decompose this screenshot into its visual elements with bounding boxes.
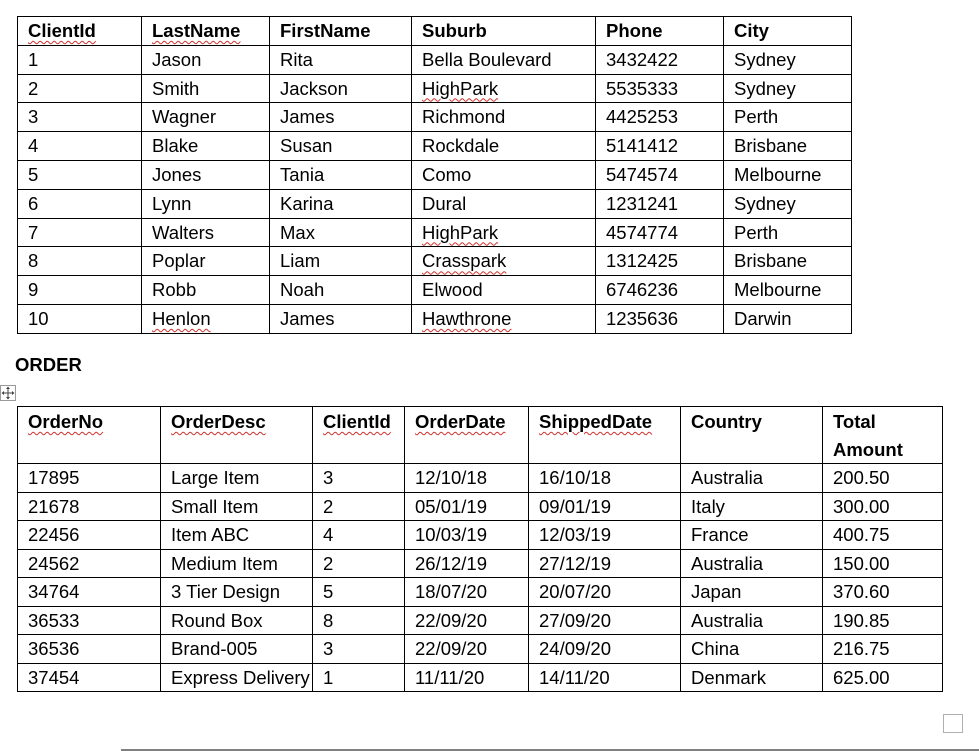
table-cell[interactable]: Noah [270, 276, 412, 305]
table-cell[interactable]: 1231241 [596, 189, 724, 218]
table-cell[interactable]: 1235636 [596, 304, 724, 333]
table-cell[interactable]: Denmark [681, 663, 823, 692]
table-cell[interactable]: Poplar [142, 247, 270, 276]
table-cell[interactable] [412, 247, 596, 276]
table-cell[interactable]: Bella Boulevard [412, 45, 596, 74]
order-header-orderdate[interactable] [405, 407, 529, 464]
table-cell[interactable]: 4574774 [596, 218, 724, 247]
table-cell[interactable]: Susan [270, 132, 412, 161]
table-cell[interactable]: Jackson [270, 74, 412, 103]
table-cell[interactable]: Robb [142, 276, 270, 305]
client-header-row [18, 17, 852, 46]
table-cell[interactable]: 18/07/20 [405, 578, 529, 607]
square-resize-icon[interactable] [943, 714, 963, 733]
table-cell[interactable]: 22/09/20 [405, 606, 529, 635]
table-cell[interactable]: Small Item [161, 492, 313, 521]
table-cell[interactable]: 150.00 [823, 549, 943, 578]
table-cell[interactable]: Sydney [724, 45, 852, 74]
table-row [18, 492, 943, 521]
table-cell[interactable]: Express Delivery [161, 663, 313, 692]
table-cell[interactable]: 400.75 [823, 521, 943, 550]
header-text: ClientId [323, 411, 391, 432]
table-cell[interactable]: Brisbane [724, 247, 852, 276]
table-cell[interactable]: 17895 [18, 464, 161, 493]
table-cell[interactable]: 5535333 [596, 74, 724, 103]
client-header-phone[interactable]: Phone [596, 17, 724, 46]
table-cell[interactable]: 2 [313, 549, 405, 578]
table-cell[interactable]: Sydney [724, 74, 852, 103]
table-cell[interactable]: 1312425 [596, 247, 724, 276]
header-text: OrderDate [415, 411, 506, 432]
table-cell[interactable]: 300.00 [823, 492, 943, 521]
table-cell[interactable]: 3 [313, 635, 405, 664]
table-cell[interactable]: 1 [313, 663, 405, 692]
table-cell[interactable]: 200.50 [823, 464, 943, 493]
cell-text: Henlon [152, 307, 211, 329]
table-cell[interactable] [412, 74, 596, 103]
table-cell[interactable]: 2 [313, 492, 405, 521]
table-cell[interactable]: Max [270, 218, 412, 247]
table-cell[interactable]: 10 [18, 304, 142, 333]
table-cell[interactable]: 1 [18, 45, 142, 74]
table-cell[interactable]: Tania [270, 160, 412, 189]
order-header-orderno[interactable] [18, 407, 161, 464]
order-heading: ORDER [15, 354, 82, 375]
client-header-city[interactable]: City [724, 17, 852, 46]
table-cell[interactable]: 8 [18, 247, 142, 276]
table-cell[interactable] [412, 304, 596, 333]
table-cell[interactable]: Wagner [142, 103, 270, 132]
table-cell[interactable]: 3 Tier Design [161, 578, 313, 607]
table-cell[interactable]: Brand-005 [161, 635, 313, 664]
table-cell[interactable]: Elwood [412, 276, 596, 305]
table-cell[interactable]: Como [412, 160, 596, 189]
table-cell[interactable]: Round Box [161, 606, 313, 635]
cell-text: Hawthrone [422, 307, 512, 329]
table-cell[interactable]: 09/01/19 [529, 492, 681, 521]
table-cell[interactable]: 16/10/18 [529, 464, 681, 493]
table-cell[interactable] [142, 304, 270, 333]
table-cell[interactable]: Brisbane [724, 132, 852, 161]
table-cell[interactable]: Jones [142, 160, 270, 189]
order-header-clientid[interactable] [313, 407, 405, 464]
table-cell[interactable]: 8 [313, 606, 405, 635]
table-cell[interactable]: 14/11/20 [529, 663, 681, 692]
table-row [18, 521, 943, 550]
header-text: ShippedDate [539, 411, 653, 432]
table-cell[interactable]: Smith [142, 74, 270, 103]
table-cell[interactable]: 24562 [18, 549, 161, 578]
table-cell[interactable]: 190.85 [823, 606, 943, 635]
table-cell[interactable]: Walters [142, 218, 270, 247]
table-cell[interactable]: 370.60 [823, 578, 943, 607]
table-cell[interactable]: Richmond [412, 103, 596, 132]
table-cell[interactable]: 12/10/18 [405, 464, 529, 493]
table-cell[interactable]: 3 [313, 464, 405, 493]
table-row [18, 276, 852, 305]
table-row [18, 45, 852, 74]
table-cell[interactable]: Italy [681, 492, 823, 521]
table-cell[interactable]: 11/11/20 [405, 663, 529, 692]
table-row [18, 549, 943, 578]
cell-text: HighPark [422, 77, 499, 99]
table-cell[interactable]: Melbourne [724, 160, 852, 189]
table-cell[interactable]: 4 [313, 521, 405, 550]
table-cell[interactable]: 27/12/19 [529, 549, 681, 578]
table-cell[interactable]: 5 [313, 578, 405, 607]
order-header-row [18, 407, 943, 464]
table-row [18, 160, 852, 189]
table-cell[interactable]: 6 [18, 189, 142, 218]
table-cell[interactable]: 34764 [18, 578, 161, 607]
table-cell[interactable]: 625.00 [823, 663, 943, 692]
table-cell[interactable]: 9 [18, 276, 142, 305]
table-cell[interactable]: Perth [724, 103, 852, 132]
table-cell[interactable]: 36533 [18, 606, 161, 635]
table-cell[interactable]: Item ABC [161, 521, 313, 550]
table-cell[interactable]: Rockdale [412, 132, 596, 161]
header-text: OrderDesc [171, 411, 266, 432]
table-cell[interactable]: Rita [270, 45, 412, 74]
table-cell[interactable]: Australia [681, 606, 823, 635]
table-cell[interactable]: 37454 [18, 663, 161, 692]
table-cell[interactable]: 12/03/19 [529, 521, 681, 550]
client-header-lastname[interactable]: LastName [142, 17, 270, 46]
table-cell[interactable]: 5 [18, 160, 142, 189]
order-header-country[interactable]: Country [681, 407, 823, 464]
table-row [18, 74, 852, 103]
table-cell[interactable]: 27/09/20 [529, 606, 681, 635]
table-cell[interactable]: 22456 [18, 521, 161, 550]
table-cell[interactable]: Australia [681, 464, 823, 493]
table-cell[interactable]: 3432422 [596, 45, 724, 74]
four-way-arrow-icon[interactable] [0, 385, 16, 401]
table-row [18, 132, 852, 161]
table-row [18, 635, 943, 664]
table-row [18, 578, 943, 607]
table-cell[interactable]: 22/09/20 [405, 635, 529, 664]
table-cell[interactable]: Medium Item [161, 549, 313, 578]
table-row [18, 304, 852, 333]
table-cell[interactable]: Australia [681, 549, 823, 578]
table-cell[interactable]: Blake [142, 132, 270, 161]
client-table [17, 16, 852, 334]
order-table [17, 406, 943, 692]
table-row [18, 247, 852, 276]
table-cell[interactable]: France [681, 521, 823, 550]
cell-text: Crasspark [422, 250, 507, 272]
table-cell[interactable]: Melbourne [724, 276, 852, 305]
table-row [18, 103, 852, 132]
table-cell[interactable]: 3 [18, 103, 142, 132]
table-cell[interactable]: James [270, 304, 412, 333]
table-cell[interactable]: 26/12/19 [405, 549, 529, 578]
table-cell[interactable]: James [270, 103, 412, 132]
table-cell[interactable]: Perth [724, 218, 852, 247]
table-cell[interactable]: Dural [412, 189, 596, 218]
table-cell[interactable]: 24/09/20 [529, 635, 681, 664]
table-cell[interactable]: Liam [270, 247, 412, 276]
table-cell[interactable]: 20/07/20 [529, 578, 681, 607]
table-cell[interactable]: 21678 [18, 492, 161, 521]
cell-text: HighPark [422, 221, 499, 243]
order-header-total-amount[interactable]: Total Amount [823, 407, 943, 464]
order-header-shippeddate[interactable] [529, 407, 681, 464]
table-cell[interactable]: Japan [681, 578, 823, 607]
table-cell[interactable]: Lynn [142, 189, 270, 218]
table-cell[interactable]: 36536 [18, 635, 161, 664]
table-cell[interactable]: 4425253 [596, 103, 724, 132]
table-cell[interactable]: 6746236 [596, 276, 724, 305]
table-cell[interactable]: 05/01/19 [405, 492, 529, 521]
table-row [18, 464, 943, 493]
client-header-firstname[interactable]: FirstName [270, 17, 412, 46]
client-header-suburb[interactable]: Suburb [412, 17, 596, 46]
table-row [18, 663, 943, 692]
table-cell[interactable]: 10/03/19 [405, 521, 529, 550]
table-cell[interactable]: 7 [18, 218, 142, 247]
client-header-clientid[interactable]: ClientId [18, 17, 142, 46]
order-header-orderdesc[interactable] [161, 407, 313, 464]
table-cell[interactable]: 5474574 [596, 160, 724, 189]
table-cell[interactable]: 216.75 [823, 635, 943, 664]
table-cell[interactable]: Large Item [161, 464, 313, 493]
table-cell[interactable]: 2 [18, 74, 142, 103]
table-row [18, 189, 852, 218]
table-cell[interactable] [412, 218, 596, 247]
table-cell[interactable]: China [681, 635, 823, 664]
table-cell[interactable]: Sydney [724, 189, 852, 218]
table-cell[interactable]: Karina [270, 189, 412, 218]
table-cell[interactable]: Jason [142, 45, 270, 74]
table-row [18, 218, 852, 247]
table-cell[interactable]: 5141412 [596, 132, 724, 161]
table-row [18, 606, 943, 635]
table-cell[interactable]: 4 [18, 132, 142, 161]
header-text: OrderNo [28, 411, 104, 432]
table-cell[interactable]: Darwin [724, 304, 852, 333]
